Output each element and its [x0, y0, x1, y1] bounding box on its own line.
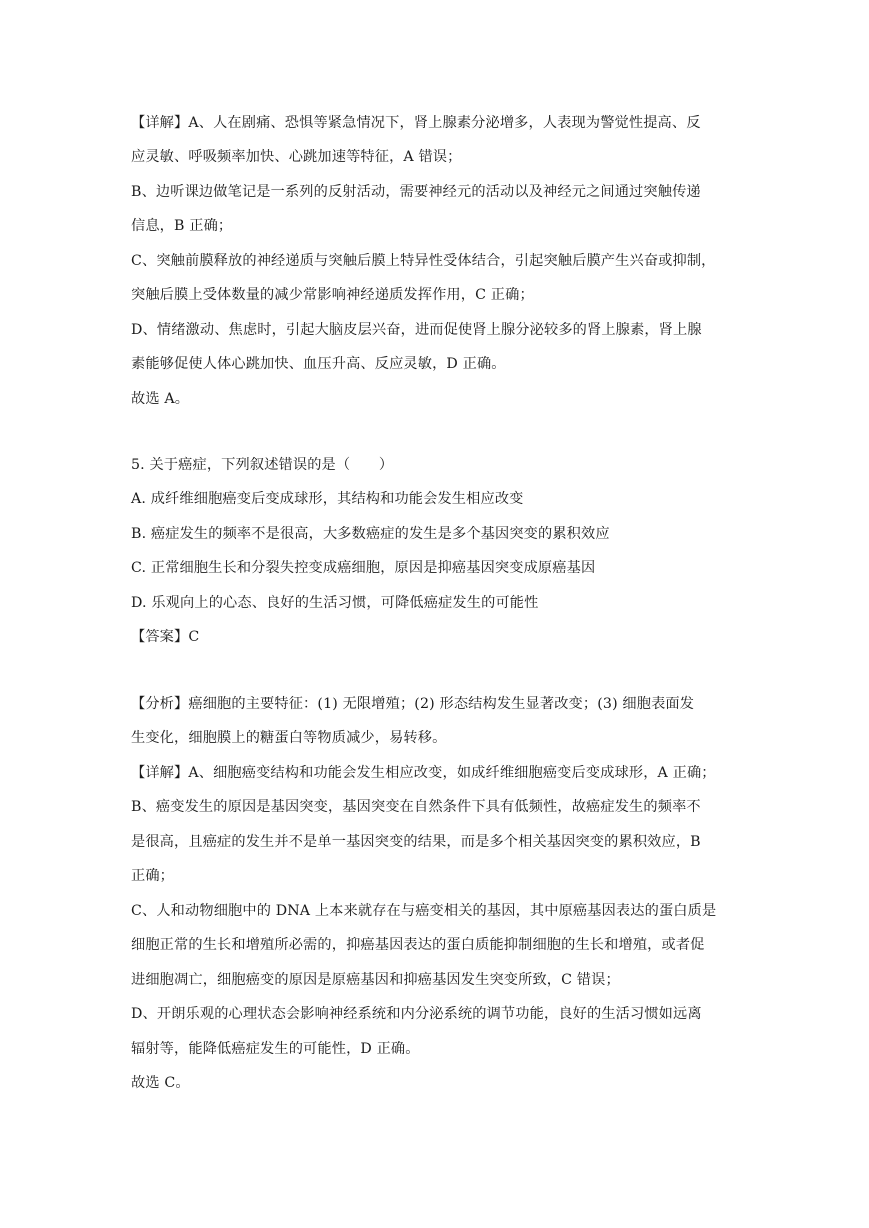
question-stem: 5. 关于癌症，下列叙述错误的是（ ） [131, 457, 394, 473]
detail-line: C、突触前膜释放的神经递质与突触后膜上特异性受体结合，引起突触后膜产生兴奋或抑制， [131, 253, 716, 269]
detail-line: 信息，B 正确； [131, 218, 233, 234]
detail-line: D、情绪激动、焦虑时，引起大脑皮层兴奋，进而促使肾上腺分泌较多的肾上腺素，肾上腺 [131, 322, 702, 338]
option-a: A. 成纤维细胞癌变后变成球形，其结构和功能会发生相应改变 [131, 491, 524, 507]
option-c: C. 正常细胞生长和分裂失控变成癌细胞，原因是抑癌基因突变成原癌基因 [131, 560, 596, 576]
detail-line: 应灵敏、呼吸频率加快、心跳加速等特征，A 错误； [131, 149, 462, 165]
option-d: D. 乐观向上的心态、良好的生活习惯，可降低癌症发生的可能性 [131, 595, 539, 611]
analysis-line: 生变化，细胞膜上的糖蛋白等物质减少，易转移。 [131, 730, 447, 746]
detail-line: 素能够促使人体心跳加快、血压升高、反应灵敏，D 正确。 [131, 356, 506, 372]
detail-line: 【详解】A、人在剧痛、恐惧等紧急情况下，肾上腺素分泌增多，人表现为警觉性提高、反 [131, 115, 701, 131]
detail-line: 是很高，且癌症的发生并不是单一基因突变的结果，而是多个相关基因突变的累积效应，B [131, 834, 701, 850]
detail-line: C、人和动物细胞中的 DNA 上本来就存在与癌变相关的基因，其中原癌基因表达的蛋白质是 [131, 903, 717, 919]
analysis-line: 【分析】癌细胞的主要特征：(1) 无限增殖；(2) 形态结构发生显著改变；(3) 细胞表面发 [131, 696, 695, 712]
detail-line: 细胞正常的生长和增殖所必需的，抑癌基因表达的蛋白质能抑制细胞的生长和增殖，或者促 [131, 937, 705, 953]
detail-conclusion: 故选 A。 [131, 391, 190, 407]
detail-conclusion: 故选 C。 [131, 1075, 190, 1091]
detail-line: 【详解】A、细胞癌变结构和功能会发生相应改变，如成纤维细胞癌变后变成球形，A 正确； [131, 765, 716, 781]
detail-line: 突触后膜上受体数量的减少常影响神经递质发挥作用，C 正确； [131, 287, 534, 303]
option-b: B. 癌症发生的频率不是很高，大多数癌症的发生是多个基因突变的累积效应 [131, 526, 610, 542]
detail-line: B、边听课边做笔记是一系列的反射活动，需要神经元的活动以及神经元之间通过突触传递 [131, 184, 701, 200]
detail-line: 进细胞凋亡，细胞癌变的原因是原癌基因和抑癌基因发生突变所致，C 错误； [131, 972, 620, 988]
detail-line: 正确； [131, 868, 175, 884]
answer-label: 【答案】C [131, 629, 200, 645]
detail-line: 辐射等，能降低癌症发生的可能性，D 正确。 [131, 1041, 420, 1057]
detail-line: B、癌变发生的原因是基因突变，基因突变在自然条件下具有低频性，故癌症发生的频率不 [131, 799, 701, 815]
detail-line: D、开朗乐观的心理状态会影响神经系统和内分泌系统的调节功能，良好的生活习惯如远离 [131, 1006, 702, 1022]
